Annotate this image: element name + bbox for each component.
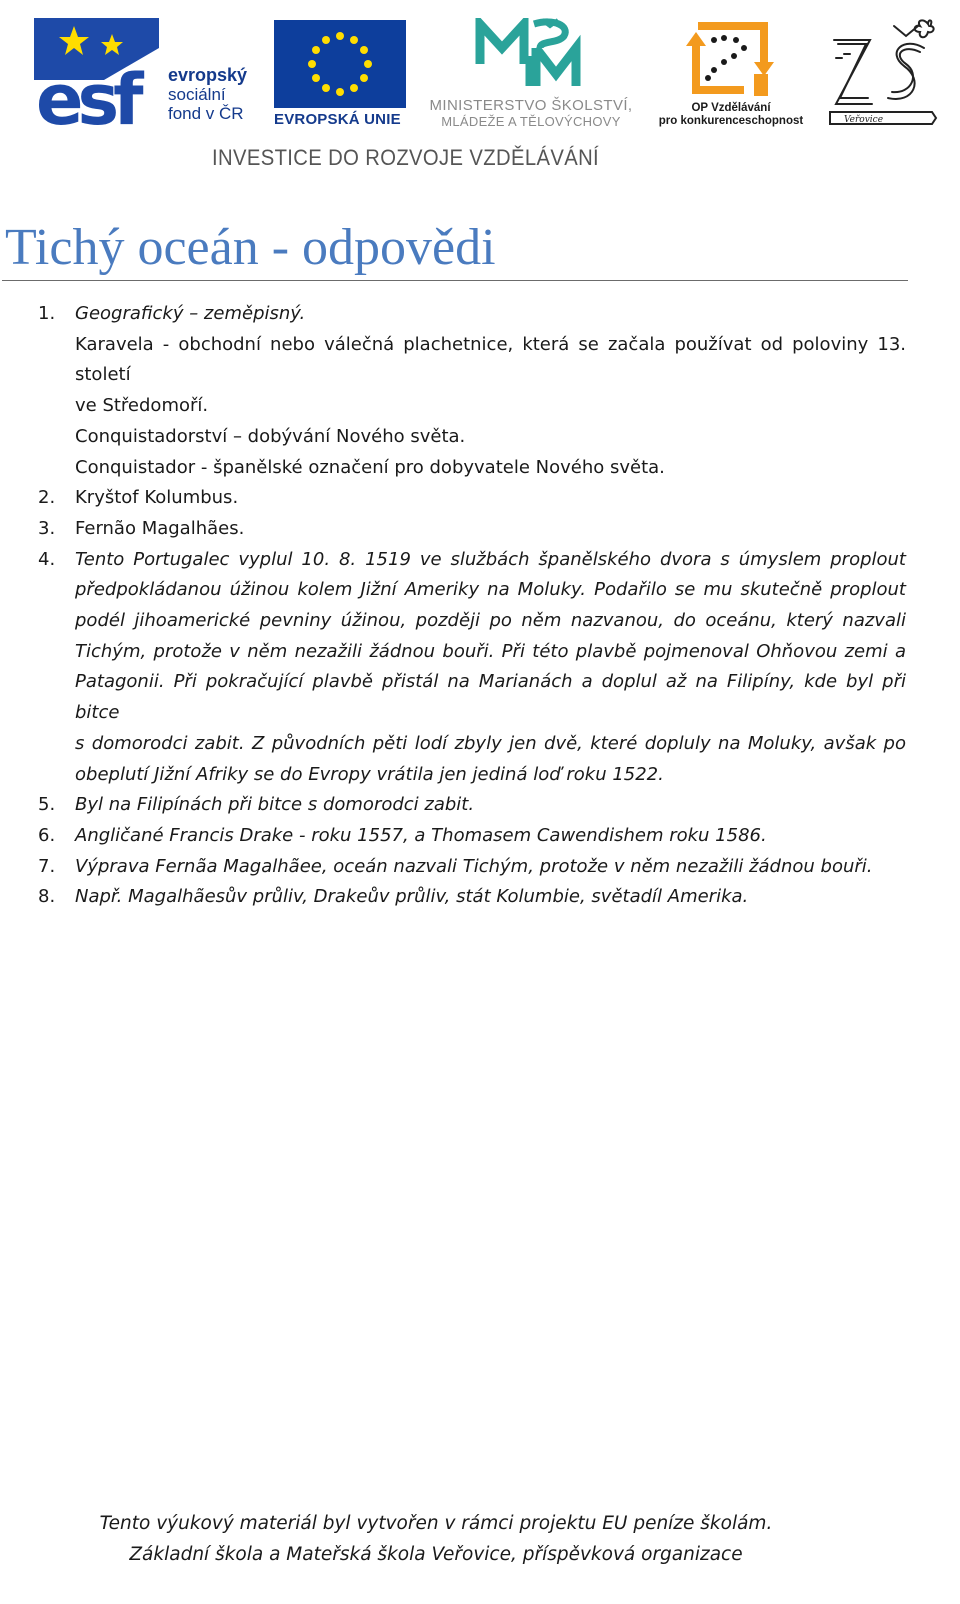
- svg-text:Veřovice: Veřovice: [844, 115, 884, 125]
- answer-line: Kryštof Kolumbus.: [75, 487, 239, 509]
- answer-number: 7.: [38, 855, 56, 877]
- answer-number: 3.: [38, 517, 56, 539]
- esf-line-1: evropský: [168, 65, 248, 85]
- answer-number: 1.: [38, 303, 56, 324]
- answer-number: 5.: [38, 794, 56, 816]
- answer-number: 8.: [38, 886, 56, 908]
- answer-line: Např. Magalhãesův průliv, Drakeův průliv, stát Kolumbie, světadíl Amerika.: [75, 886, 749, 908]
- op-vk-logo: [656, 18, 806, 130]
- answer-line: podél jihoamerické pevniny úžinou, později po něm nazvanou, do oceánu, který nazvali: [75, 610, 906, 632]
- answer-line: Conquistador - španělské označení pro dobyvatele Nového světa.: [75, 456, 665, 478]
- eu-logo: [274, 20, 406, 130]
- esf-wordmark: [168, 66, 247, 123]
- page-title: Tichý oceán - odpovědi: [5, 219, 496, 276]
- investment-tagline: INVESTICE DO ROZVOJE VZDĚLÁVÁNÍ: [212, 145, 600, 170]
- school-zs-icon: [828, 18, 940, 128]
- answer-line: Karavela - obchodní nebo válečná plachetnice, která se začala používat od poloviny 13. století: [75, 333, 906, 386]
- answer-line: obeplutí Jižní Afriky se do Evropy vrátila jen jediná loď roku 1522.: [75, 763, 664, 785]
- answer-item-6: [38, 821, 906, 852]
- esf-line-2: sociální: [168, 85, 226, 104]
- answer-line: předpokládanou úžinou kolem Jižní Ameriky na Moluky. Podařilo se mu skutečně proplout: [75, 579, 906, 601]
- op-vk-wordmark: [656, 102, 806, 128]
- answer-line: s domorodci zabit. Z původních pěti lodí zbyly jen dvě, které dopluly na Moluky, avšak po: [75, 732, 906, 754]
- answer-line: ve Středomoří.: [75, 395, 209, 417]
- answer-number: 6.: [38, 824, 56, 846]
- msmt-wordmark: [416, 98, 646, 130]
- answer-item-5: [38, 790, 906, 821]
- answer-item-3: [38, 514, 906, 545]
- answer-item-4: [38, 545, 906, 791]
- answer-number: 4.: [38, 548, 56, 570]
- answers-list: [38, 299, 906, 913]
- page-footer: [0, 1508, 872, 1570]
- logo-banner: [0, 0, 960, 175]
- eu-label: EVROPSKÁ UNIE: [274, 111, 401, 128]
- answer-line: Conquistadorství – dobývání Nového světa.: [75, 425, 466, 447]
- esf-logo: [34, 18, 262, 130]
- answer-line: Patagonii. Při pokračující plavbě přistál na Marianách a doplul až na Filipíny, kde byl při bitce: [75, 671, 906, 724]
- op-vk-mark-icon: [684, 18, 776, 98]
- answer-line: Tichým, protože v něm nezažili žádnou bouři. Při této plavbě pojmenoval Ohňovou zemi a: [75, 640, 906, 662]
- op-line-2: pro konkurenceschopnost: [658, 115, 804, 127]
- msmt-mark-icon: [474, 18, 586, 90]
- op-line-1: OP Vzdělávání: [691, 102, 771, 114]
- answer-number: 2.: [38, 487, 56, 509]
- answer-item-2: [38, 483, 906, 514]
- answer-line: Tento Portugalec vyplul 10. 8. 1519 ve službách španělského dvora s úmyslem proplout: [75, 548, 906, 570]
- answer-item-7: [38, 852, 906, 883]
- esf-line-3: fond v ČR: [168, 104, 244, 123]
- title-divider: [2, 280, 908, 281]
- school-logo: [828, 18, 940, 128]
- answer-line: Fernão Magalhães.: [75, 517, 245, 539]
- answer-line: Byl na Filipínách při bitce s domorodci zabit.: [75, 794, 475, 816]
- msmt-line-2: MLÁDEŽE A TĚLOVÝCHOVY: [441, 114, 621, 129]
- answer-line: Výprava Fernãa Magalhãee, oceán nazvali Tichým, protože v něm nezažili žádnou bouři.: [75, 855, 873, 877]
- esf-mark-icon: [34, 18, 159, 130]
- answer-item-8: [38, 882, 906, 913]
- msmt-line-1: MINISTERSTVO ŠKOLSTVÍ,: [429, 97, 633, 114]
- answer-item-1: [38, 299, 906, 483]
- footer-line-2: Základní škola a Mateřská škola Veřovice, příspěvková organizace: [129, 1544, 743, 1565]
- msmt-logo: [416, 18, 646, 130]
- svg-text:esf: esf: [36, 59, 138, 130]
- footer-line-1: Tento výukový materiál byl vytvořen v rámci projektu EU peníze školám.: [99, 1513, 773, 1534]
- eu-flag-icon: [274, 20, 406, 108]
- answer-line: Geografický – zeměpisný.: [75, 303, 306, 324]
- answer-line: Angličané Francis Drake - roku 1557, a Thomasem Cawendishem roku 1586.: [75, 824, 767, 846]
